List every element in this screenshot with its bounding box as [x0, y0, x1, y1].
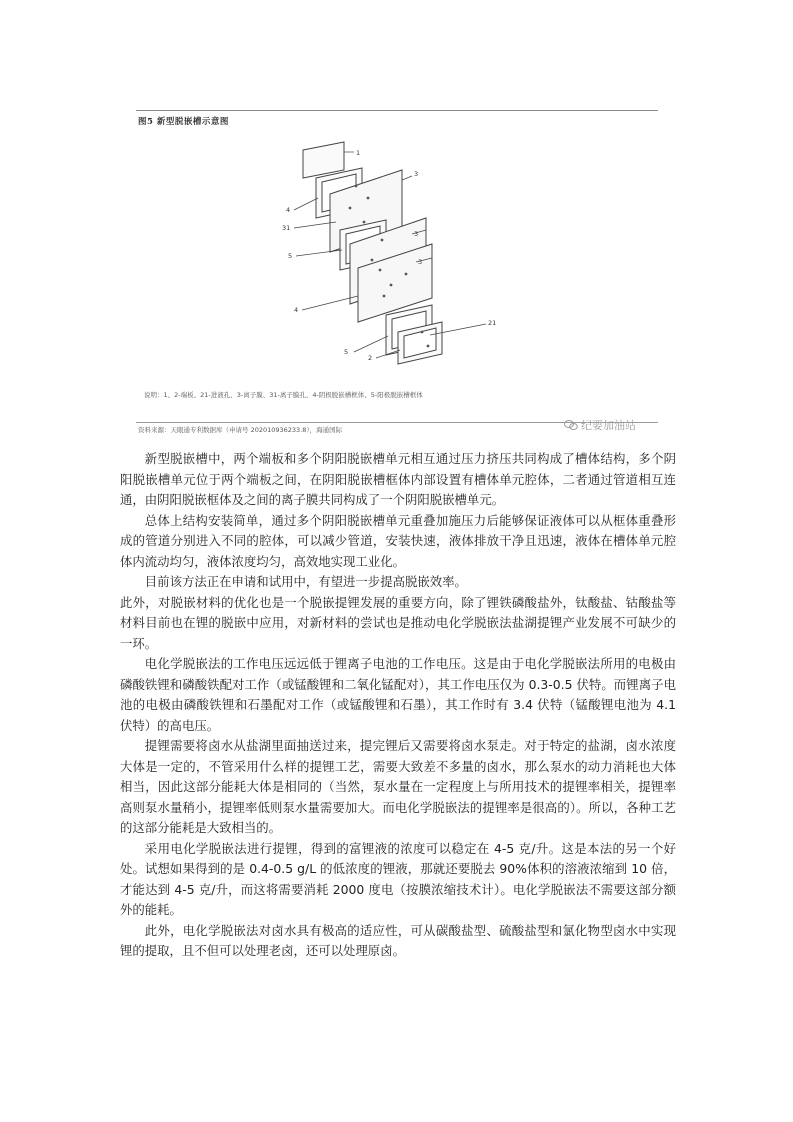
label-4b: 4: [294, 306, 299, 314]
label-4a: 4: [286, 206, 291, 214]
label-1: 1: [356, 149, 361, 157]
figure: [136, 110, 658, 434]
label-21: 21: [488, 319, 497, 327]
watermark: [564, 417, 636, 433]
article-body: [120, 449, 676, 962]
paragraph-3: 目前该方法正在申请和试用中，有望进一步提高脱嵌效率。: [144, 574, 467, 589]
paragraph-6: 提锂需要将卤水从盐湖里面抽送过来，提完锂后又需要将卤水泵走。对于特定的盐湖，卤水浓度大体是一定的，不管采用什么样的提锂工艺，需要大致差不多量的卤水，那么泵水的动力消耗也大体相当，因此这部分能耗大体是相同的（当然，泵水量在一定程度上与所用技术的提锂率相关，提锂率高则泵水量稍小，提锂率低则泵水量需要加大。而电化学脱嵌法的提锂率是很高的）。所以，各种工艺的这部分能耗是大致相当的。: [120, 738, 676, 835]
end-plate-1: [303, 142, 344, 178]
figure-title: 图5 新型脱嵌槽示意图: [138, 117, 229, 127]
paragraph-7: 采用电化学脱嵌法进行提锂，得到的富锂液的浓度可以稳定在 4-5 克/升。这是本法的另一个好处。试想如果得到的是 0.4-0.5 g/L 的低浓度的锂液，那就还要脱去 90%体积的溶液浓缩到 10 倍，才能达到 4-5 克/升，而这将需要消耗 2000 度电（按膜浓缩技术计）。电化学脱嵌法不需要这部分额外的能耗。: [120, 840, 676, 917]
figure-caption: 说明：1、2-端板、21-进液孔、3-离子膜、31-离子膜孔、4-阴极脱嵌槽框体、5-阳极脱嵌槽框体: [144, 391, 423, 399]
paragraph-4: 此外，对脱嵌材料的优化也是一个脱嵌提锂发展的重要方向，除了锂铁磷酸盐外，钛酸盐、钴酸盐等材料目前也在锂的脱嵌中应用，对新材料的尝试也是推动电化学脱嵌法盐湖提锂产业发展不可缺少的一环。: [120, 594, 676, 651]
label-5a: 5: [288, 252, 293, 260]
label-2: 2: [368, 354, 373, 362]
figure-source: 资料来源：天眼通专利数据库（申请号 202010936233.8），海通国际: [138, 426, 343, 434]
paragraph-8: 此外，电化学脱嵌法对卤水具有极高的适应性，可从碳酸盐型、硫酸盐型和氯化物型卤水中实现锂的提取，且不但可以处理老卤，还可以处理原卤。: [120, 922, 676, 958]
exploded-cell-diagram: [136, 110, 658, 410]
paragraph-1: 新型脱嵌槽中，两个端板和多个阴阳脱嵌槽单元相互通过压力挤压共同构成了槽体结构，多个阴阳脱嵌槽单元位于两个端板之间，在阴阳脱嵌槽框体内部设置有槽体单元腔体，二者通过管道相互连通，由阴阳脱嵌框体及之间的离子膜共同构成了一个阴阳脱嵌槽单元。: [120, 451, 676, 507]
watermark-text: 纪要加油站: [581, 419, 636, 432]
paragraph-2: 总体上结构安装简单，通过多个阴阳脱嵌槽单元重叠加施压力后能够保证液体可以从框体重叠形成的管道分别进入不同的腔体，可以减少管道，安装快速，液体排放干净且迅速，液体在槽体单元腔体内流动均匀，液体浓度均匀，高效地实现工业化。: [120, 512, 676, 569]
label-3b: 3: [414, 230, 419, 238]
wechat-icon: [564, 420, 578, 430]
label-5b: 5: [344, 348, 349, 356]
paragraph-5: 电化学脱嵌法的工作电压远远低于锂离子电池的工作电压。这是由于电化学脱嵌法所用的电极由磷酸铁锂和磷酸铁配对工作（或锰酸锂和二氧化锰配对），其工作电压仅为 0.3-0.5 伏特。而锂离子电池的电极由磷酸铁锂和石墨配对工作（或锰酸锂和石墨），其工作时有 3.4 伏特（锰酸锂电池为 4.1 伏特）的高电压。: [120, 656, 676, 733]
label-3a: 3: [414, 170, 419, 178]
label-31: 31: [282, 224, 291, 232]
label-3c: 3: [418, 258, 423, 266]
